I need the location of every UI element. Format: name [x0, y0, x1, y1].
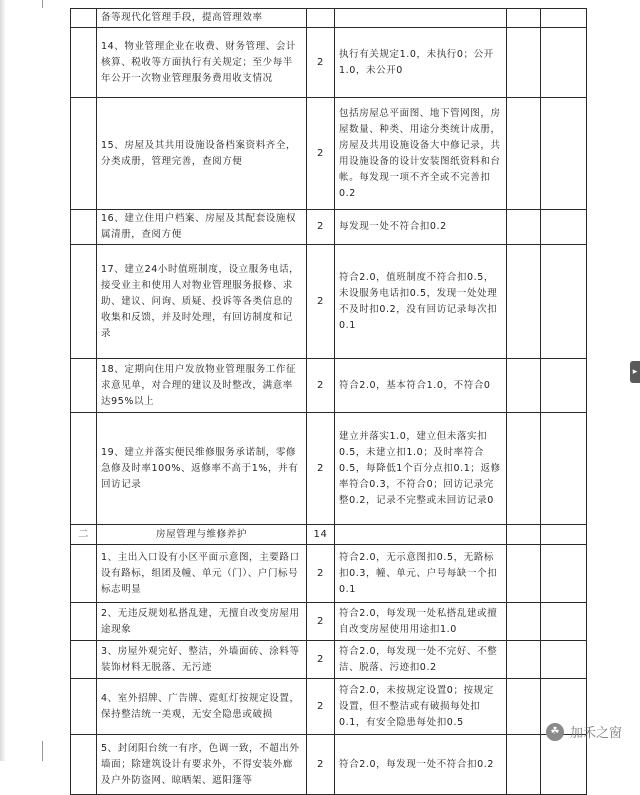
score-cell: 2 [307, 641, 335, 679]
assessment-item: 4、室外招牌、广告牌、霓虹灯按规定设置，保持整洁统一美观，无安全隐患或破损 [97, 679, 307, 735]
section-number [71, 98, 97, 210]
scoring-criteria: 符合2.0，未按规定设置0；按规定设置，但不整洁或有破损每处扣0.1，有安全隐患每处扣0.5 [335, 679, 507, 735]
table-row [71, 245, 587, 359]
score-cell: 2 [307, 603, 335, 641]
table-row [71, 413, 587, 525]
table-row [71, 28, 587, 98]
remarks-cell [541, 413, 587, 525]
score-cell: 2 [307, 98, 335, 210]
remarks-cell [541, 641, 587, 679]
section-number [71, 413, 97, 525]
assessment-item: 14、物业管理企业在收费、财务管理、会计核算、税收等方面执行有关规定；至少每半年公开一次物业管理服务费用收支情况 [97, 28, 307, 98]
remarks-cell [541, 359, 587, 413]
table-row [71, 9, 587, 28]
score-cell: 14 [307, 525, 335, 545]
scoring-criteria: 符合2.0，基本符合1.0，不符合0 [335, 359, 507, 413]
score-cell: 2 [307, 28, 335, 98]
assessment-table [70, 8, 587, 795]
self-score-cell [507, 98, 541, 210]
score-cell: 2 [307, 545, 335, 603]
table-row [71, 359, 587, 413]
scoring-criteria: 符合2.0，每发现一处不符合扣0.2 [335, 735, 507, 795]
assessment-item: 17、建立24小时值班制度，设立服务电话，接受业主和使用人对物业管理服务报修、求助、建议、问询、质疑、投诉等各类信息的收集和反馈，并及时处理，有回访制度和记录 [97, 245, 307, 359]
section-number [71, 679, 97, 735]
margin-corner-mark [20, 0, 43, 8]
remarks-cell [541, 603, 587, 641]
scoring-criteria [335, 9, 507, 28]
table-row [71, 679, 587, 735]
page-shadow [0, 0, 6, 761]
assessment-item: 19、建立并落实便民维修服务承诺制，零修急修及时率100%、返修率不高于1%，并有回访记录 [97, 413, 307, 525]
margin-corner-mark [20, 741, 43, 761]
table-row [71, 545, 587, 603]
section-number [71, 245, 97, 359]
table-body [71, 9, 587, 795]
table-row [71, 641, 587, 679]
assessment-item: 2、无违反规划私搭乱建，无擅自改变房屋用途现象 [97, 603, 307, 641]
assessment-item: 5、封闭阳台统一有序，色调一致，不超出外墙面；除建筑设计有要求外，不得安装外廊及户外防盗网、晾晒架、遮阳篷等 [97, 735, 307, 795]
assessment-item: 15、房屋及其共用设施设备档案资料齐全，分类成册，管理完善，查阅方便 [97, 98, 307, 210]
section-title: 房屋管理与维修养护 [97, 525, 307, 545]
score-cell: 2 [307, 210, 335, 245]
assessment-item: 16、建立住用户档案、房屋及其配套设施权属清册，查阅方便 [97, 210, 307, 245]
remarks-cell [541, 98, 587, 210]
section-number [71, 210, 97, 245]
self-score-cell [507, 679, 541, 735]
remarks-cell [541, 28, 587, 98]
watermark-text: 加禾之窗 [569, 726, 622, 741]
scoring-criteria: 每发现一处不符合扣0.2 [335, 210, 507, 245]
section-number [71, 28, 97, 98]
wechat-account-icon: ☘ [546, 723, 564, 741]
remarks-cell [541, 545, 587, 603]
remarks-cell [541, 9, 587, 28]
watermark [546, 722, 622, 741]
score-cell: 2 [307, 735, 335, 795]
section-number [71, 545, 97, 603]
self-score-cell [507, 641, 541, 679]
score-cell: 2 [307, 413, 335, 525]
section-number: 二 [71, 525, 97, 545]
assessment-item: 3、房屋外观完好、整洁，外墙面砖、涂料等装饰材料无脱落、无污迹 [97, 641, 307, 679]
self-score-cell [507, 210, 541, 245]
remarks-cell [541, 525, 587, 545]
table-row [71, 210, 587, 245]
self-score-cell [507, 603, 541, 641]
self-score-cell [507, 545, 541, 603]
scoring-criteria [335, 525, 507, 545]
remarks-cell [541, 210, 587, 245]
remarks-cell [541, 735, 587, 795]
assessment-item: 备等现代化管理手段，提高管理效率 [97, 9, 307, 28]
table-row [71, 603, 587, 641]
score-cell: 2 [307, 679, 335, 735]
score-cell: 2 [307, 245, 335, 359]
self-score-cell [507, 9, 541, 28]
self-score-cell [507, 413, 541, 525]
table-row [71, 735, 587, 795]
score-cell: 2 [307, 359, 335, 413]
self-score-cell [507, 245, 541, 359]
scoring-criteria: 包括房屋总平面图、地下管网图，房屋数量、种类、用途分类统计成册，房屋及共用设施设备大中修记录，共用设施设备的设计安装图纸资料和台帐。每发现一项不齐全或不完善扣0.2 [335, 98, 507, 210]
scoring-criteria: 符合2.0，每发现一处私搭乱建或擅自改变房屋使用用途扣1.0 [335, 603, 507, 641]
assessment-item: 18、定期向住用户发放物业管理服务工作征求意见单，对合理的建议及时整改，满意率达95%以上 [97, 359, 307, 413]
self-score-cell [507, 28, 541, 98]
section-number [71, 735, 97, 795]
section-number [71, 9, 97, 28]
self-score-cell [507, 525, 541, 545]
scoring-criteria: 执行有关规定1.0，未执行0；公开1.0，未公开0 [335, 28, 507, 98]
self-score-cell [507, 359, 541, 413]
scoring-criteria: 符合2.0，值班制度不符合扣0.5，未设服务电话扣0.5，发现一处处理不及时扣0.2，没有回访记录每次扣0.1 [335, 245, 507, 359]
section-number [71, 603, 97, 641]
scoring-criteria: 符合2.0，每发现一处不完好、不整洁、脱落、污迹扣0.2 [335, 641, 507, 679]
self-score-cell [507, 735, 541, 795]
assessment-item: 1、主出入口设有小区平面示意图，主要路口设有路标，组团及幢、单元（门）、户门标号标志明显 [97, 545, 307, 603]
section-number [71, 641, 97, 679]
remarks-cell [541, 245, 587, 359]
table-row [71, 98, 587, 210]
scoring-criteria: 符合2.0，无示意图扣0.5，无路标扣0.3，幢、单元、户号每缺一个扣0.1 [335, 545, 507, 603]
section-header-row [71, 525, 587, 545]
score-cell [307, 9, 335, 28]
section-number [71, 359, 97, 413]
scoring-criteria: 建立并落实1.0，建立但未落实扣0.5，未建立扣1.0；及时率符合0.5，每降低1个百分点扣0.1；返修率符合0.3，不符合0；回访记录完整0.2，记录不完整或未回访记录0 [335, 413, 507, 525]
expand-side-panel-button[interactable]: ▸ [630, 361, 640, 383]
